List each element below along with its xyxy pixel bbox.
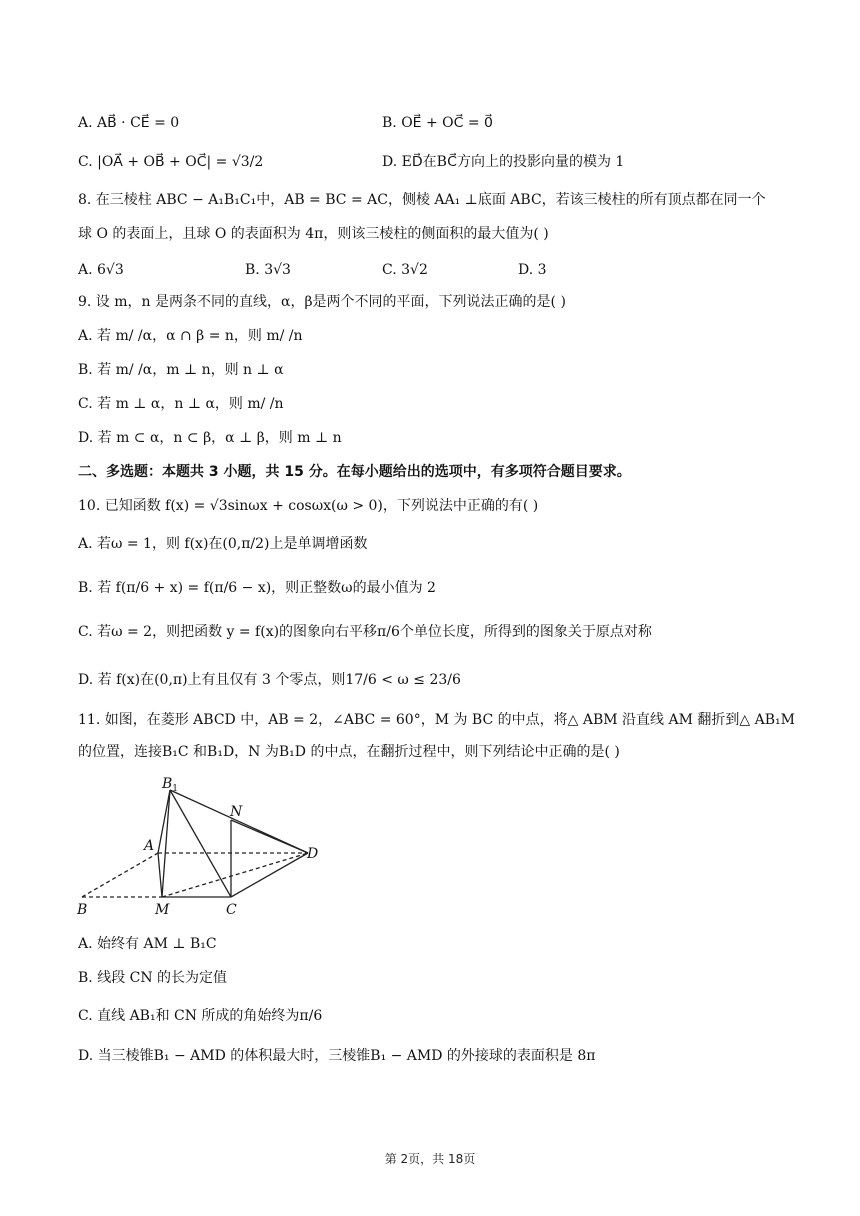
q8-option-a: A. 6√3 xyxy=(78,262,124,278)
q9-stem: 9. 设 m，n 是两条不同的直线，α，β是两个不同的平面，下列说法正确的是( ) xyxy=(78,294,566,310)
q9-option-c: C. 若 m ⊥ α，n ⊥ α，则 m/ /n xyxy=(78,396,284,412)
label-m: M xyxy=(155,902,170,918)
q7-option-b: B. OE⃗ + OC⃗ = 0⃗ xyxy=(382,115,493,131)
q11-option-c: C. 直线 AB₁和 CN 所成的角始终为π/6 xyxy=(78,1008,323,1024)
label-b: B xyxy=(77,902,88,918)
q11-option-d: D. 当三棱锥B₁ − AMD 的体积最大时，三棱锥B₁ − AMD 的外接球的表面积是 8π xyxy=(78,1048,596,1064)
q9-option-a: A. 若 m/ /α，α ∩ β = n，则 m/ /n xyxy=(78,328,303,344)
q10-option-d: D. 若 f(x)在(0,π)上有且仅有 3 个零点，则17/6 < ω ≤ 23/6 xyxy=(78,672,461,688)
q7-option-c: C. |OA⃗ + OB⃗ + OC⃗| = √3/2 xyxy=(78,154,264,170)
rhombus-fold-figure xyxy=(70,770,330,920)
q7-option-a: A. AB⃗ · CE⃗ = 0 xyxy=(78,115,180,131)
q11-option-a: A. 始终有 AM ⊥ B₁C xyxy=(78,936,217,952)
page-footer: 第 2页，共 18页 xyxy=(384,1152,476,1166)
q10-stem: 10. 已知函数 f(x) = √3sinωx + cosωx(ω > 0)，下列说法中正确的有( ) xyxy=(78,498,539,514)
q11-stem-line2: 的位置，连接B₁C 和B₁D，N 为B₁D 的中点，在翻折过程中，则下列结论中正确的是( ) xyxy=(78,744,620,760)
q8-stem-line2: 球 O 的表面上，且球 O 的表面积为 4π，则该三棱柱的侧面积的最大值为( ) xyxy=(78,226,549,242)
q7-option-d: D. ED⃗在BC⃗方向上的投影向量的模为 1 xyxy=(382,154,625,170)
q8-option-c: C. 3√2 xyxy=(382,262,428,278)
q10-option-c: C. 若ω = 2，则把函数 y = f(x)的图象向右平移π/6个单位长度，所得到的图象关于原点对称 xyxy=(78,624,652,640)
q11-stem-line1: 11. 如图，在菱形 ABCD 中，AB = 2，∠ABC = 60°，M 为 BC 的中点，将△ ABM 沿直线 AM 翻折到△ AB₁M xyxy=(78,712,795,728)
label-c: C xyxy=(226,902,237,918)
q9-option-b: B. 若 m/ /α，m ⊥ n，则 n ⊥ α xyxy=(78,362,284,378)
q9-option-d: D. 若 m ⊂ α，n ⊂ β，α ⊥ β，则 m ⊥ n xyxy=(78,430,342,446)
label-b1: $B_1$ xyxy=(162,776,179,794)
q8-stem-line1: 8. 在三棱柱 ABC − A₁B₁C₁中，AB = BC = AC，侧棱 AA₁ ⊥底面 ABC，若该三棱柱的所有顶点都在同一个 xyxy=(78,192,766,208)
label-n: N xyxy=(230,804,243,820)
q10-option-b: B. 若 f(π/6 + x) = f(π/6 − x)，则正整数ω的最小值为 2 xyxy=(78,580,436,596)
q8-option-b: B. 3√3 xyxy=(245,262,291,278)
label-d: D xyxy=(307,846,319,862)
section-two-heading: 二、多选题：本题共 3 小题，共 15 分。在每小题给出的选项中，有多项符合题目要求。 xyxy=(78,464,631,480)
q10-option-a: A. 若ω = 1，则 f(x)在(0,π/2)上是单调增函数 xyxy=(78,536,368,552)
q11-option-b: B. 线段 CN 的长为定值 xyxy=(78,970,228,986)
q8-option-d: D. 3 xyxy=(518,262,547,278)
label-a: A xyxy=(144,838,155,854)
